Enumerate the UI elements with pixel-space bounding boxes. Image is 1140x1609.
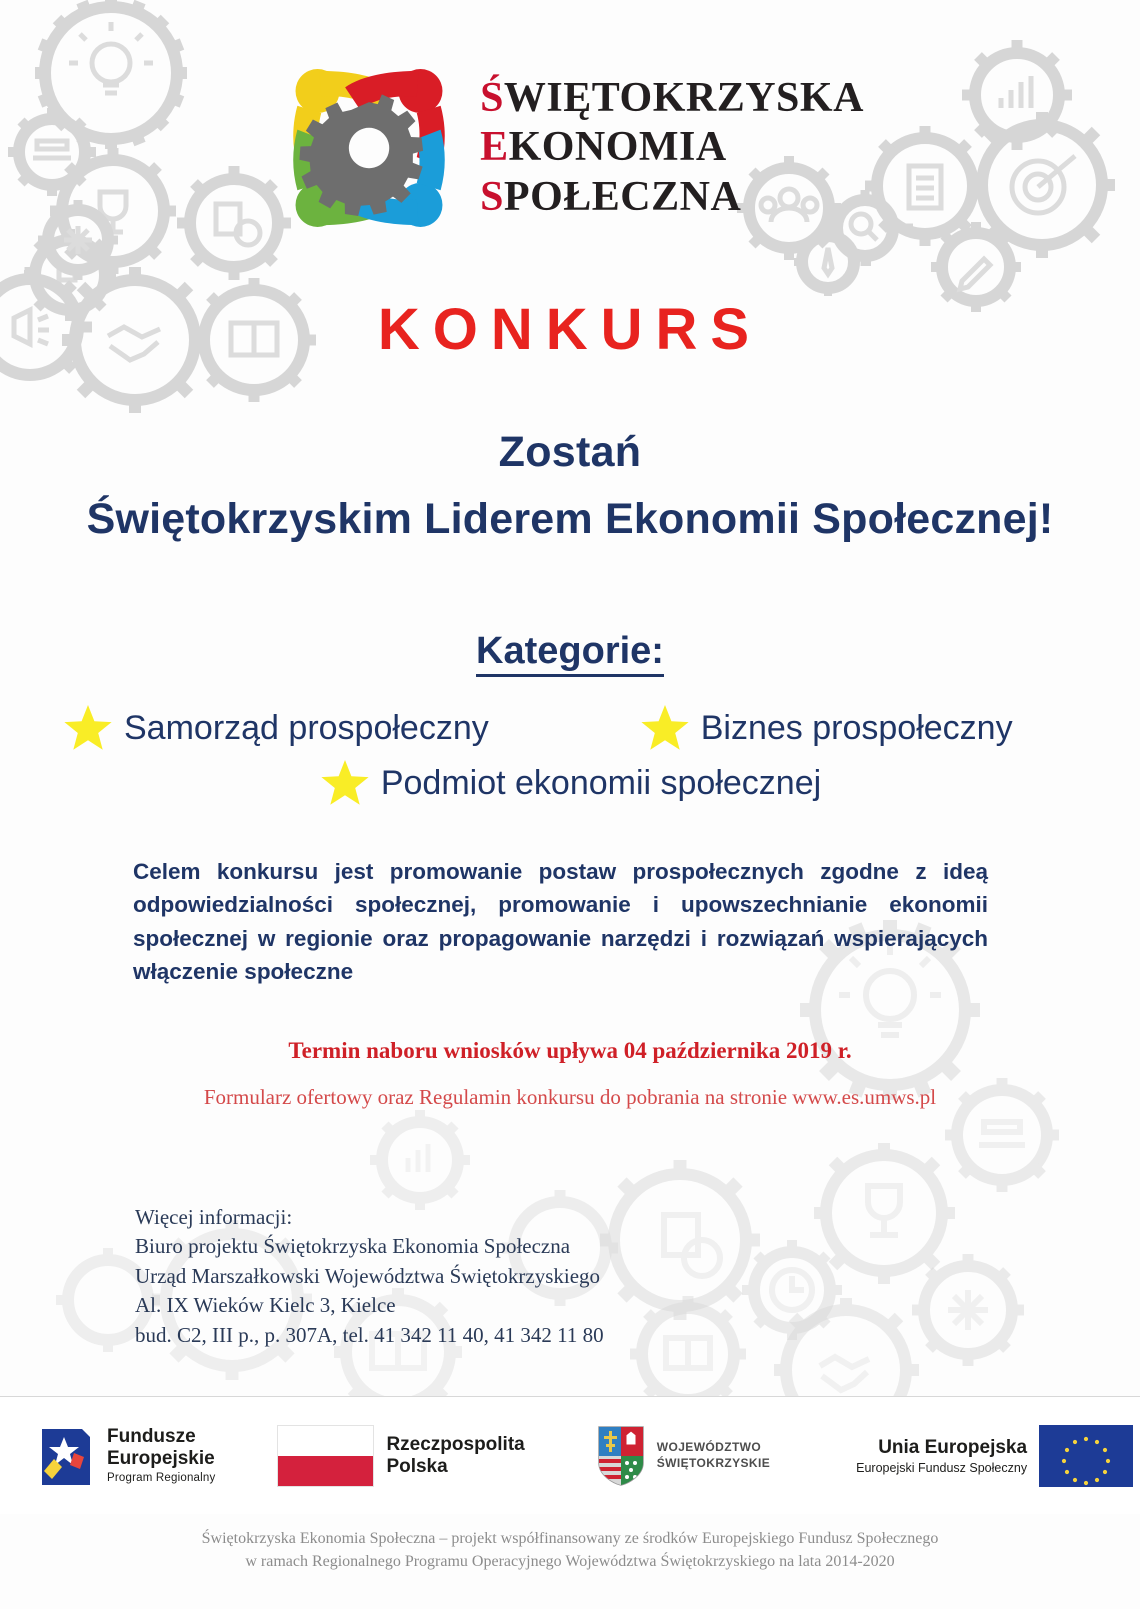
logo-line-3-rest: POŁECZNA — [503, 173, 742, 220]
flag-white-band — [278, 1426, 373, 1456]
ws-line2: ŚWIĘTOKRZYSKIE — [656, 1455, 771, 1470]
rp-title-line2: Polska — [386, 1455, 448, 1477]
purpose-paragraph: Celem konkursu jest promowanie postaw prospołecznych zgodne z ideą odpowiedzialności społecznej, promowanie i upowszechnianie ekonomii społecznej w regionie oraz propagowanie narzędzi i rozwiązań wspierających włączenie społeczne — [133, 859, 988, 984]
rzeczpospolita-text — [386, 1434, 524, 1478]
logo-line-1-rest: WIĘTOKRZYSKA — [503, 75, 864, 122]
heading-lider: Świętokrzyskim Liderem Ekonomii Społecznej! — [86, 495, 1054, 543]
category-item-podmiot — [319, 758, 821, 808]
swietokrzyskie-coat-of-arms — [597, 1425, 645, 1487]
category-label: Biznes prospołeczny — [700, 708, 1013, 747]
ue-subtitle: Europejski Fundusz Społeczny — [856, 1460, 1028, 1475]
swietokrzyska-ekonomia-spoleczna-logo — [276, 58, 462, 238]
fundusze-europejskie-logo — [38, 1423, 95, 1488]
wojewodztwo-text — [657, 1440, 770, 1471]
fundusze-europejskie-text — [107, 1426, 215, 1484]
logo-wordmark — [480, 74, 864, 221]
logo-line-1 — [480, 74, 864, 123]
categories-row-1 — [0, 703, 1140, 753]
european-union-flag-icon — [1039, 1425, 1133, 1487]
flag-red-band — [278, 1456, 373, 1486]
ue-title: Unia Europejska — [878, 1436, 1028, 1458]
star-icon — [639, 703, 691, 753]
contact-line-4: bud. C2, III p., p. 307A, tel. 41 342 11 40, 41 342 11 80 — [135, 1322, 604, 1347]
poland-flag-icon — [277, 1425, 374, 1487]
contact-line-0: Więcej informacji: — [135, 1205, 293, 1229]
footer-rzeczpospolita-polska — [277, 1425, 524, 1487]
rp-title-line1: Rzeczpospolita — [386, 1433, 525, 1455]
star-icon — [319, 758, 371, 808]
category-item-samorzad — [62, 703, 489, 753]
brand-header — [0, 58, 1140, 238]
unia-europejska-text — [856, 1437, 1027, 1475]
footer-wojewodztwo-swietokrzyskie — [597, 1425, 770, 1487]
logo-line-2 — [480, 123, 864, 172]
disclaimer-line-1: Świętokrzyska Ekonomia Społeczna – projekt współfinansowany ze środków Europejskiego Fundusz Społecznego — [201, 1530, 939, 1547]
category-label: Samorząd prospołeczny — [124, 708, 489, 747]
logo-line-2-rest: KONOMIA — [508, 124, 727, 171]
contact-block — [135, 1203, 604, 1350]
contact-line-3: Al. IX Wieków Kielc 3, Kielce — [135, 1293, 396, 1318]
ws-line1: WOJEWÓDZTWO — [656, 1439, 762, 1454]
heading-zostan: Zostań — [498, 428, 642, 476]
logo-line-2-cap: E — [480, 124, 509, 171]
forms-notice: Formularz ofertowy oraz Regulamin konkursu do pobrania na stronie www.es.umws.pl — [203, 1085, 937, 1109]
category-item-biznes — [639, 703, 1013, 753]
categories-row-2 — [0, 758, 1140, 808]
disclaimer-line-2: w ramach Regionalnego Programu Operacyjnego Województwa Świętokrzyskiego na lata 2014-2020 — [245, 1553, 895, 1571]
konkurs-title: KONKURS — [377, 297, 763, 362]
footer-unia-europejska — [856, 1425, 1133, 1487]
fe-title-line1: Fundusze — [107, 1426, 196, 1448]
logo-line-3 — [480, 173, 864, 222]
funding-disclaimer — [0, 1527, 1140, 1573]
deadline-notice: Termin naboru wniosków upływa 04 października 2019 r. — [288, 1038, 852, 1063]
footer-logos-bar — [0, 1397, 1140, 1514]
category-label: Podmiot ekonomii społecznej — [380, 763, 822, 802]
categories-label-text: Kategorie: — [476, 630, 664, 677]
contact-line-1: Biuro projektu Świętokrzyska Ekonomia Społeczna — [135, 1234, 571, 1259]
footer-fundusze-europejskie — [38, 1423, 215, 1488]
fe-title-line2: Europejskie — [107, 1447, 215, 1469]
logo-line-1-cap: Ś — [480, 75, 504, 122]
star-icon — [62, 703, 114, 753]
logo-line-3-cap: S — [480, 173, 504, 220]
categories-label — [0, 630, 1140, 673]
contact-line-2: Urząd Marszałkowski Województwa Świętokrzyskiego — [135, 1263, 601, 1288]
fe-subtitle: Program Regionalny — [107, 1471, 216, 1484]
